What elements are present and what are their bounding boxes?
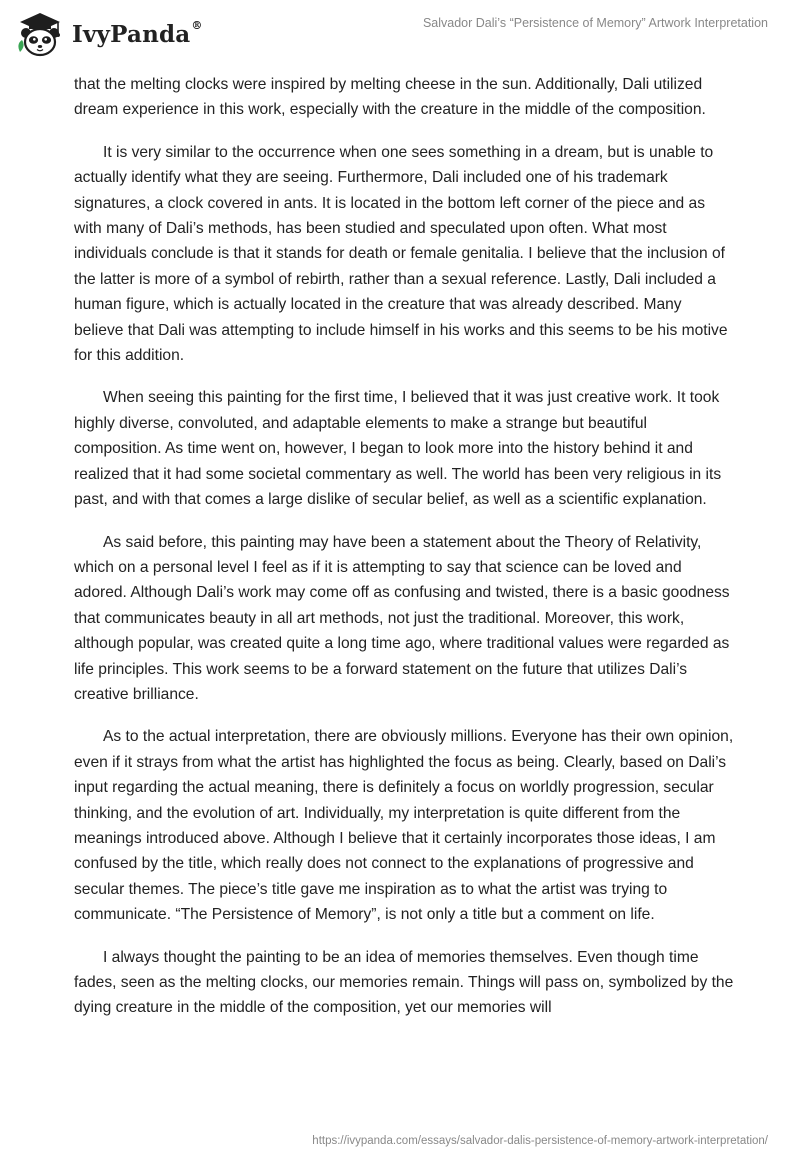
- page-header: [0, 0, 800, 70]
- logo-text: IvyPanda®: [72, 18, 203, 48]
- panda-graduate-icon: [14, 8, 66, 60]
- source-url[interactable]: https://ivypanda.com/essays/salvador-dalis-persistence-of-memory-artwork-interpretation/: [312, 1135, 768, 1147]
- paragraph: When seeing this painting for the first time, I believed that it was just creative work. It took highly diverse, convoluted, and adaptable elements to make a strange but beautiful composition. As time went on, however, I began to look more into the history behind it and realized that it had some societal commentary as well. The world has been very religious in its past, and with that comes a large dislike of secular belief, as well as a scientific explanation.: [74, 389, 722, 509]
- paragraph: I always thought the painting to be an idea of memories themselves. Even though time fades, seen as the melting clocks, our memories remain. Things will pass on, symbolized by the dying creature in the middle of the composition, yet our memories will: [74, 948, 734, 1017]
- ivypanda-logo[interactable]: [14, 8, 203, 60]
- paragraph: As to the actual interpretation, there are obviously millions. Everyone has their own opinion, even if it strays from what the artist has highlighted the focus as being. Clearly, based on Dali’s input regarding the actual meaning, there is definitely a focus on worldly progression, secular thinking, and the evolution of art. Individually, my interpretation is quite different from the meanings introduced above. Although I believe that it certainly incorporates those ideas, I am confused by the title, which really does not connect to the explanations of progressive and secular themes. The piece’s title gave me inspiration as to what the artist was trying to communicate. “The Persistence of Memory”, is not only a title but a comment on life.: [74, 728, 734, 924]
- document-title: Salvador Dali’s “Persistence of Memory” Artwork Interpretation: [422, 16, 768, 30]
- paragraph: It is very similar to the occurrence when one sees something in a dream, but is unable to actually identify what they are seeing. Furthermore, Dali included one of his trademark signatures, a clock covered in ants. It is located in the bottom left corner of the piece and as with many of Dali’s methods, has been studied and speculated upon often. What most individuals conclude is that it stands for death or female genitalia. I believe that the inclusion of the latter is more of a symbol of rebirth, rather than a sexual reference. Lastly, Dali included a human figure, which is actually located in the creature that was already described. Many believe that Dali was attempting to include himself in his works and this seems to be his motive for this addition.: [74, 143, 728, 365]
- essay-body: [74, 72, 734, 1038]
- paragraph: As said before, this painting may have been a statement about the Theory of Relativity, which on a personal level I feel as if it is attempting to say that science can be loved and adored. Although Dali’s work may come off as confusing and twisted, there is a basic goodness that communicates beauty in all art methods, not just the traditional. Moreover, this work, although popular, was created quite a long time ago, where traditional values were regarded as life principles. This work seems to be a forward statement on the future that utilizes Dali’s creative brilliance.: [74, 533, 730, 703]
- paragraph: that the melting clocks were inspired by melting cheese in the sun. Additionally, Dali utilized dream experience in this work, especially with the creature in the middle of the composition.: [74, 76, 706, 119]
